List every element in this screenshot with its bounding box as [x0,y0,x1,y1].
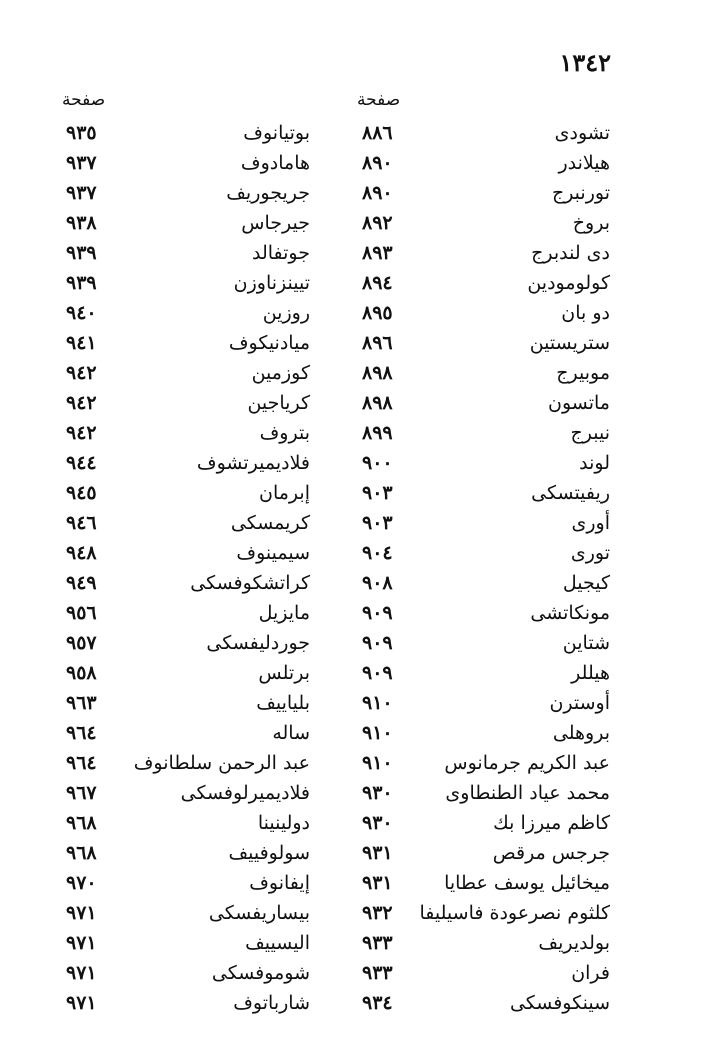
right-page-number: ٨٩٨ [362,392,393,414]
left-page-number: ٩٧١ [66,902,97,924]
right-page-number: ٨٩٨ [362,362,393,384]
left-name: إبرمان [259,482,310,504]
left-name: كوزمین [251,362,310,384]
left-name: جیرجاس [241,212,310,234]
right-name: موبیرج [556,362,610,384]
left-name: بتروف [259,422,310,444]
left-page-number: ٩٧١ [66,992,97,1014]
right-name: محمد عیاد الطنطاوی [445,782,610,804]
right-name: سینكوفسكی [509,992,610,1014]
left-page-number: ٩٦٣ [66,692,97,714]
left-page-number: ٩٥٨ [66,662,97,684]
left-page-number: ٩٤٢ [66,422,97,444]
right-name: دو بان [561,302,610,324]
left-name: بوتیانوف [243,122,310,144]
index-row [0,988,718,1018]
left-page-number: ٩٤٥ [66,482,97,504]
index-row [0,808,718,838]
right-page-number: ٩٣٤ [362,992,393,1014]
right-page-number: ٩٠٤ [362,542,393,564]
left-name: میادنیكوف [228,332,310,354]
index-row [0,478,718,508]
left-page-number: ٩٤٢ [66,362,97,384]
left-page-number: ٩٤٤ [66,452,97,474]
left-page-number: ٩٤٢ [66,392,97,414]
right-page-number: ٩٣٠ [362,812,393,834]
index-row [0,178,718,208]
left-page-number: ٩٤٩ [66,572,97,594]
left-name: بلیاییف [256,692,310,714]
left-name: فلادیمیرلوفسكی [180,782,310,804]
right-page-number: ٩٣٠ [362,782,393,804]
right-page-number: ٩٠٣ [362,482,393,504]
left-page-number: ٩٣٧ [66,182,97,204]
right-name: دی لندبرج [531,242,610,264]
right-name: بولدیریف [538,932,610,954]
index-row [0,508,718,538]
right-name: ریفیتسكی [531,482,610,504]
left-name: عبد الرحمن سلطانوف [133,752,310,774]
index-row [0,928,718,958]
right-page-number: ٩٠٠ [362,452,393,474]
right-name: جرجس مرقص [492,842,610,864]
index-row [0,328,718,358]
index-row [0,538,718,568]
right-name: میخائیل یوسف عطایا [444,872,610,894]
index-row [0,748,718,778]
index-row [0,148,718,178]
left-name: روزین [262,302,310,324]
right-name: ستریستین [529,332,610,354]
right-name: ماتسون [548,392,610,414]
index-row [0,238,718,268]
left-page-number: ٩٤٨ [66,542,97,564]
left-name: كراتشكوفسكی [190,572,310,594]
index-row [0,688,718,718]
left-page-number: ٩٤٠ [66,302,97,324]
right-page-number: ٨٩٠ [362,182,393,204]
left-name: بیساریفسكی [208,902,310,924]
left-name: جریجوریف [226,182,310,204]
right-page-number: ٨٩٢ [362,212,393,234]
left-page-number: ٩٣٥ [66,122,97,144]
right-name: كلثوم نصرعودة فاسیلیفا [419,902,610,924]
page-number: ١٣٤٢ [559,48,611,77]
right-page-number: ٩٠٩ [362,602,393,624]
index-row [0,718,718,748]
left-name: كریاجین [247,392,310,414]
right-name: نیبرج [570,422,610,444]
right-page-number: ٨٨٦ [362,122,393,144]
left-page-number: ٩٣٩ [66,272,97,294]
left-name: هامادوف [240,152,310,174]
right-page-number: ٨٩٣ [362,242,393,264]
right-page-number: ٩٠٣ [362,512,393,534]
index-row [0,598,718,628]
index-row [0,268,718,298]
left-page-number: ٩٦٨ [66,812,97,834]
left-page-number: ٩٦٤ [66,752,97,774]
right-page-number: ٩٣١ [362,842,393,864]
left-name: مایزیل [258,602,310,624]
index-row [0,898,718,928]
left-page-number: ٩٦٧ [66,782,97,804]
right-name: مونكاتشی [530,602,610,624]
left-name: برتلس [258,662,310,684]
index-row [0,568,718,598]
index-row [0,958,718,988]
left-page-number: ٩٤٦ [66,512,97,534]
right-name: كولومودین [527,272,610,294]
right-name: شتاین [562,632,610,654]
left-name: فلادیمیرتشوف [196,452,310,474]
right-name: هیلاندر [558,152,610,174]
left-name: دولینینا [257,812,310,834]
left-name: كریمسكی [230,512,310,534]
right-name: لوند [579,452,610,474]
right-page-number: ٩٠٩ [362,632,393,654]
index-row [0,628,718,658]
right-page-number: ٨٩٦ [362,332,393,354]
left-page-number: ٩٧٠ [66,872,97,894]
left-page-number: ٩٦٤ [66,722,97,744]
right-name: بروهلی [552,722,610,744]
right-page-number: ٩٣٣ [362,932,393,954]
left-name: تیینزناوزن [233,272,310,294]
left-page-number: ٩٥٦ [66,602,97,624]
left-name: إیفانوف [249,872,310,894]
index-row [0,418,718,448]
index-row [0,448,718,478]
right-page-number: ٩١٠ [362,752,393,774]
right-name: فران [571,962,610,984]
left-page-number: ٩٧١ [66,962,97,984]
index-row [0,868,718,898]
left-name: الیسییف [245,932,310,954]
right-name: تشودی [554,122,610,144]
right-page-number: ٨٩٩ [362,422,393,444]
right-page-number: ٩٣١ [362,872,393,894]
right-page-number: ٩٣٢ [362,902,393,924]
left-name: جوردلیفسكی [206,632,310,654]
left-page-number: ٩٣٨ [66,212,97,234]
left-page-number: ٩٦٨ [66,842,97,864]
right-page-number: ٨٩٤ [362,272,393,294]
index-row [0,358,718,388]
right-name: تورنبرج [551,182,610,204]
right-column-header: صفحة [357,90,401,110]
left-page-number: ٩٣٩ [66,242,97,264]
right-page-number: ٩٣٣ [362,962,393,984]
index-row [0,658,718,688]
right-name: أوری [571,512,610,534]
left-name: شارباتوف [233,992,310,1014]
left-name: ساله [272,722,310,744]
index-row [0,298,718,328]
index-row [0,778,718,808]
right-name: أوسترن [549,692,610,714]
right-page-number: ٩١٠ [362,722,393,744]
left-name: سیمینوف [236,542,310,564]
index-row [0,838,718,868]
right-page-number: ٨٩٥ [362,302,393,324]
left-name: شوموفسكی [211,962,310,984]
right-name: توری [570,542,610,564]
right-name: هیللر [571,662,610,684]
left-page-number: ٩٤١ [66,332,97,354]
left-page-number: ٩٧١ [66,932,97,954]
right-page-number: ٩١٠ [362,692,393,714]
right-name: بروخ [572,212,610,234]
right-name: كیجیل [562,572,610,594]
index-row [0,208,718,238]
index-row [0,118,718,148]
right-page-number: ٩٠٩ [362,662,393,684]
left-page-number: ٩٣٧ [66,152,97,174]
index-table [0,118,718,1018]
left-column-header: صفحة [62,90,106,110]
right-page-number: ٩٠٨ [362,572,393,594]
right-page-number: ٨٩٠ [362,152,393,174]
index-row [0,388,718,418]
left-page-number: ٩٥٧ [66,632,97,654]
left-name: جوتفالد [251,242,310,264]
left-name: سولوفییف [228,842,310,864]
right-name: عبد الكریم جرمانوس [444,752,610,774]
right-name: كاظم میرزا بك [493,812,610,834]
